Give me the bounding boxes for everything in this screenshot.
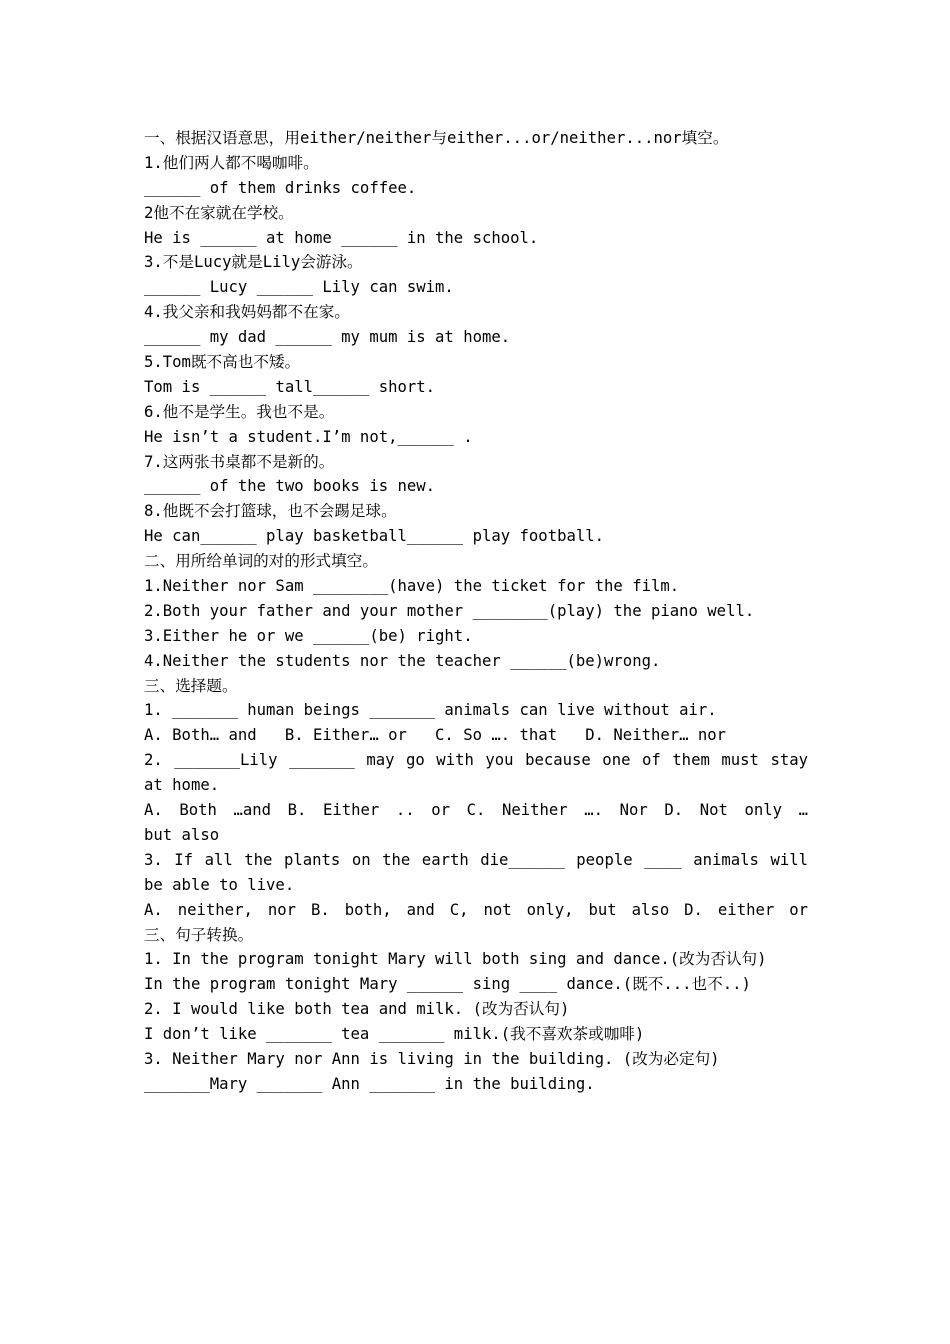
answer-line: Tom is ______ tall______ short. — [144, 377, 436, 396]
question-text: 3. If all the plants on the earth die______ people ____ animals will — [144, 850, 808, 869]
question-text: 6.他不是学生。我也不是。 — [144, 402, 335, 421]
answer-options: A. Both …and B. Either .. or C. Neither …. Nor D. Not only … — [144, 801, 808, 820]
question-text: 4.Neither the students nor the teacher ______(be)wrong. — [144, 651, 661, 670]
question-text: 2. I would like both tea and milk. (改为否认句) — [144, 1000, 570, 1019]
question-text: 1. _______ human beings _______ animals can live without air. — [144, 701, 717, 720]
question-text: 7.这两张书桌都不是新的。 — [144, 452, 335, 471]
section-2-heading: 二、用所给单词的对的形式填空。 — [144, 552, 378, 571]
section-4-heading: 三、句子转换。 — [144, 925, 254, 944]
question-text: 8.他既不会打篮球，也不会踢足球。 — [144, 502, 397, 521]
answer-line: ______ of the two books is new. — [144, 477, 436, 496]
section-1-heading: 一、根据汉语意思，用either/neither与either...or/neither...nor填空。 — [144, 129, 729, 147]
question-text: 3. Neither Mary nor Ann is living in the building. (改为必定句) — [144, 1049, 720, 1068]
question-text: 2. _______Lily _______ may go with you because one of them must stay — [144, 751, 808, 770]
answer-line: _______Mary _______ Ann _______ in the building. — [144, 1074, 595, 1093]
question-text: 3.不是Lucy就是Lily会游泳。 — [144, 253, 363, 272]
question-text: 5.Tom既不高也不矮。 — [144, 353, 301, 372]
answer-line: He can______ play basketball______ play football. — [144, 527, 605, 546]
question-text: 1.Neither nor Sam ________(have) the ticket for the film. — [144, 577, 680, 596]
answer-options-continued: but also — [144, 825, 220, 844]
section-3-heading: 三、选择题。 — [144, 676, 238, 695]
answer-line: I don’t like _______ tea _______ milk.(我不喜欢茶或咖啡) — [144, 1025, 645, 1044]
question-text: 2.Both your father and your mother ________(play) the piano well. — [144, 601, 755, 620]
answer-line: He isn’t a student.I’m not,______ . — [144, 427, 473, 446]
question-text: 1. In the program tonight Mary will both sing and dance.(改为否认句) — [144, 950, 767, 969]
question-text-continued: be able to live. — [144, 875, 295, 894]
question-text: 4.我父亲和我妈妈都不在家。 — [144, 303, 350, 322]
answer-options: A. Both… and B. Either… or C. So …. that D. Neither… nor — [144, 726, 727, 745]
worksheet-page — [144, 126, 808, 1097]
answer-line: ______ Lucy ______ Lily can swim. — [144, 278, 454, 297]
answer-line: ______ of them drinks coffee. — [144, 178, 417, 197]
answer-line: ______ my dad ______ my mum is at home. — [144, 328, 511, 347]
answer-line: In the program tonight Mary ______ sing ____ dance.(既不...也不..) — [144, 975, 751, 994]
answer-options: A. neither, nor B. both, and C, not only, but also D. either or — [144, 900, 808, 919]
answer-line: He is ______ at home ______ in the school. — [144, 228, 539, 247]
question-text: 2他不在家就在学校。 — [144, 203, 294, 222]
question-text-continued: at home. — [144, 776, 220, 795]
question-text: 3.Either he or we ______(be) right. — [144, 626, 473, 645]
question-text: 1.他们两人都不喝咖啡。 — [144, 153, 319, 172]
